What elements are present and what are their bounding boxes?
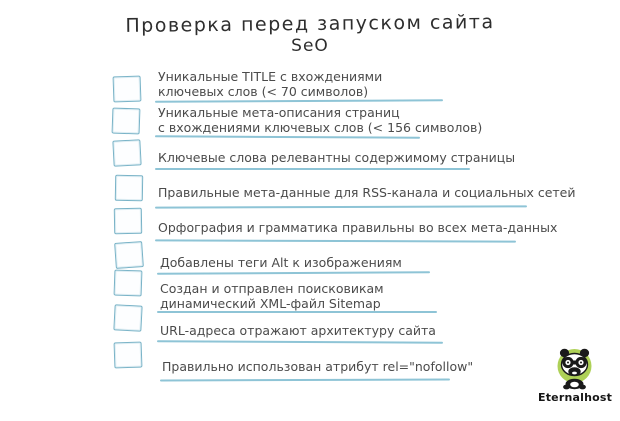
underline [155, 205, 527, 208]
checkbox[interactable] [113, 304, 142, 331]
item-text: динамический XML-файл Sitemap [160, 295, 381, 311]
checkbox[interactable] [112, 108, 141, 135]
page-title-line2: SeO [291, 36, 329, 56]
page-title-line1: Проверка перед запуском сайта [125, 11, 495, 37]
checkbox[interactable] [112, 139, 141, 166]
underline [155, 239, 516, 242]
checkbox[interactable] [114, 208, 142, 234]
checkbox[interactable] [114, 270, 143, 297]
brand-name: Eternalhost [538, 391, 613, 404]
item-text: Правильные мета-данные для RSS-канала и социальных сетей [158, 185, 576, 200]
item-text: Добавлены теги Alt к изображениям [160, 255, 402, 270]
checkbox[interactable] [114, 241, 144, 269]
item-text: Уникальные TITLE с вхождениями [158, 69, 383, 84]
item-text: URL-адреса отражают архитектуру сайта [160, 323, 436, 338]
item-text: Создан и отправлен поисковикам [160, 281, 384, 296]
eternalhost-logo [538, 346, 613, 404]
item-text: Ключевые слова релевантны содержимому страницы [158, 150, 516, 165]
underline [155, 99, 443, 103]
underline [157, 311, 437, 313]
checkbox[interactable] [113, 76, 142, 103]
item-text: Орфография и грамматика правильны во всех мета-данных [158, 220, 558, 235]
underline [160, 378, 450, 381]
item-text: Уникальные мета-описания страниц [158, 105, 400, 120]
item-text: ключевых слов (< 70 символов) [158, 83, 369, 99]
page-title [0, 13, 620, 56]
underline [157, 340, 443, 343]
checkbox[interactable] [115, 175, 143, 201]
item-text: с вхождениями ключевых слов (< 156 символов) [158, 119, 483, 135]
underline [155, 135, 420, 138]
checkbox[interactable] [114, 342, 143, 369]
underline [155, 168, 470, 170]
item-text: Правильно использован атрибут rel="nofollow" [162, 359, 474, 374]
panda-mascot-icon [554, 346, 595, 390]
underline [157, 271, 430, 274]
